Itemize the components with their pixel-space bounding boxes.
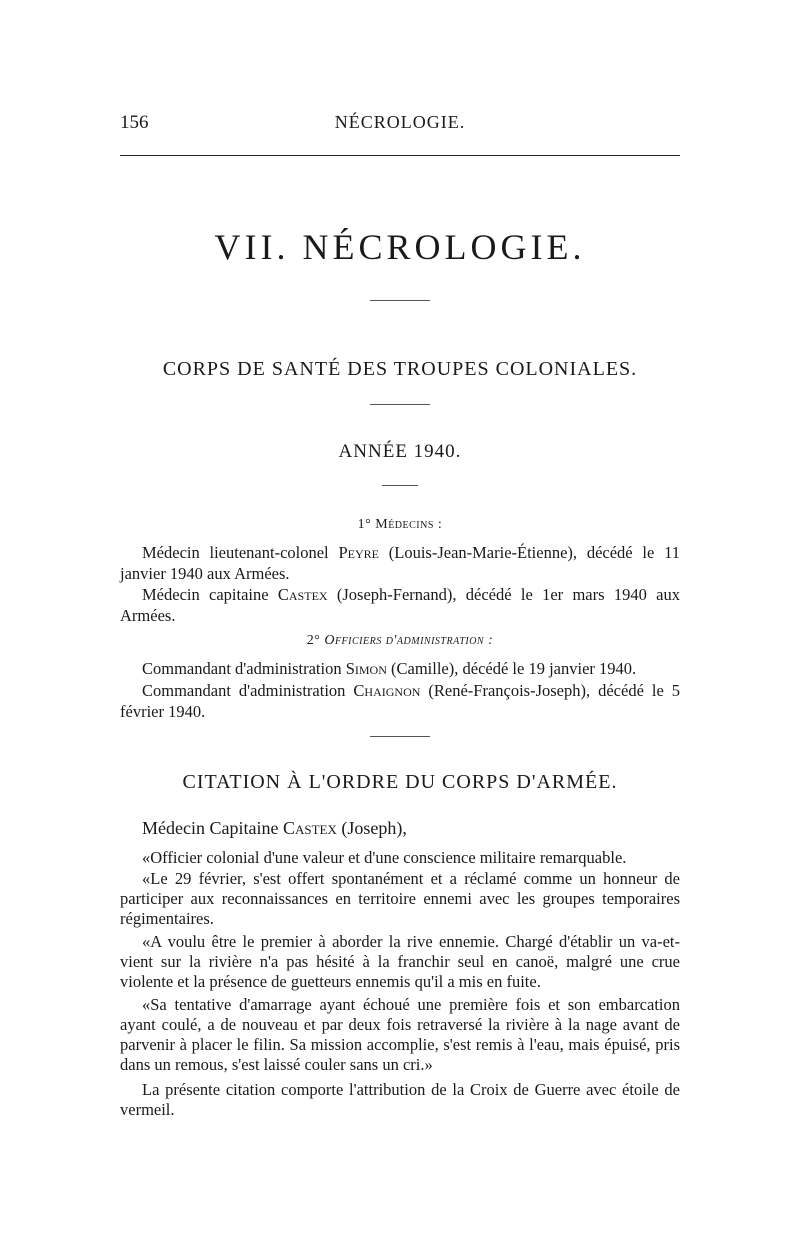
sub-heading-officiers-num: 2°	[306, 633, 325, 648]
sub-heading-officiers-text: Officiers d'administration :	[324, 633, 494, 648]
citation-addressee	[120, 816, 680, 840]
entry-name: Chaignon	[353, 681, 421, 700]
entry-rest: (Joseph-Fernand), décédé le 1er mars 1940 aux Armées.	[120, 585, 680, 625]
entry-peyre	[120, 542, 680, 584]
citation-paragraph: «Officier colonial d'une valeur et d'une conscience militaire remarquable.	[142, 848, 627, 867]
entry-name: Peyre	[338, 543, 379, 562]
entry-prefix: Médecin lieutenant-colonel	[142, 543, 339, 562]
running-header	[120, 112, 680, 142]
entry-chaignon	[120, 680, 680, 722]
addressee-prefix: Médecin Capitaine	[142, 818, 283, 838]
addressee-rest: (Joseph),	[336, 818, 407, 838]
page-number: 156	[120, 112, 149, 133]
entry-prefix: Médecin capitaine	[142, 585, 278, 604]
entry-rest: (René-François-Joseph), décédé le 5 février 1940.	[120, 681, 680, 721]
divider	[370, 736, 430, 737]
addressee-name: Castex	[282, 818, 337, 838]
entry-name: Simon	[345, 659, 387, 678]
running-title: NÉCROLOGIE.	[334, 112, 466, 132]
citation-paragraph: «A voulu être le premier à aborder la rive ennemie. Chargé d'établir un va-et-vient sur la rivière n'a pas hésité à la franchir seul en canoë, malgré une crue violente et la présence de guetteurs ennemis qu'il a mis en fuite.	[120, 932, 680, 991]
entry-rest: (Camille), décédé le 19 janvier 1940.	[386, 659, 637, 678]
entry-simon	[120, 658, 680, 679]
entry-prefix: Commandant d'administration	[142, 659, 346, 678]
header-rule	[120, 155, 680, 156]
entry-rest: (Louis-Jean-Marie-Étienne), décédé le 11 janvier 1940 aux Armées.	[120, 543, 681, 583]
divider	[370, 300, 430, 301]
year-heading: ANNÉE 1940.	[338, 441, 462, 462]
entry-prefix: Commandant d'administration	[142, 681, 354, 700]
citation-paragraph: La présente citation comporte l'attribution de la Croix de Guerre avec étoile de vermeil.	[120, 1080, 680, 1119]
entry-castex	[120, 584, 680, 626]
divider	[382, 485, 418, 486]
divider	[370, 404, 430, 405]
citation-paragraph: «Le 29 février, s'est offert spontanément et a réclamé comme un honneur de participer aux reconnaissances en territoire ennemi avec les groupes temporaires régimentaires.	[120, 869, 680, 928]
citation-paragraph: «Sa tentative d'amarrage ayant échoué une première fois et son embarcation ayant coulé, a de nouveau et par deux fois retraversé la rivière à la nage avant de parvenir à placer le filin. Sa mission accomplie, s'est remis à l'eau, mais épuisé, pris dans un remous, s'est laissé couler sans un cri.»	[120, 995, 680, 1074]
sub-heading-medecins	[120, 517, 680, 533]
sub-heading-officiers	[120, 633, 680, 649]
chapter-title: VII. NÉCROLOGIE.	[214, 227, 586, 267]
section-title-citation: CITATION À L'ORDRE DU CORPS D'ARMÉE.	[182, 771, 618, 793]
sub-heading-medecins-text: 1° Médecins :	[357, 517, 443, 532]
entry-name: Castex	[277, 585, 328, 604]
section-title-corps: CORPS DE SANTÉ DES TROUPES COLONIALES.	[162, 358, 638, 380]
